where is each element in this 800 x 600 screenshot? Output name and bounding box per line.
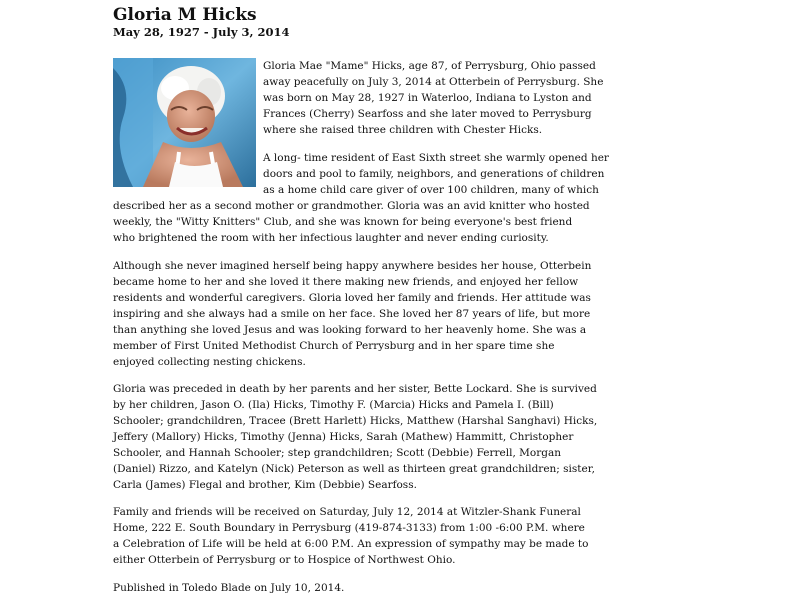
paragraph-3-line-3: residents and wonderful caregivers. Gloria loved her family and friends. Her attitude was <box>113 292 591 304</box>
portrait-photo-icon <box>113 58 256 187</box>
paragraph-2-line-4: described her as a second mother or grandmother. Gloria was an avid knitter who hosted <box>113 200 590 212</box>
paragraph-4-line-2: by her children, Jason O. (Ila) Hicks, Timothy F. (Marcia) Hicks and Pamela I. (Bill) <box>113 399 554 411</box>
paragraph-1-line-4: Frances (Cherry) Searfoss and she later moved to Perrysburg <box>263 108 592 120</box>
paragraph-4-line-1: Gloria was preceded in death by her parents and her sister, Bette Lockard. She is survived <box>113 383 597 395</box>
paragraph-2-line-2: doors and pool to family, neighbors, and generations of children <box>263 168 605 180</box>
obituary-dates: May 28, 1927 - July 3, 2014 <box>113 25 290 39</box>
paragraph-4-line-6: (Daniel) Rizzo, and Katelyn (Nick) Peterson as well as thirteen great grandchildren; sister, <box>113 463 595 475</box>
paragraph-3-line-6: member of First United Methodist Church of Perrysburg and in her spare time she <box>113 340 555 352</box>
paragraph-3-line-4: inspiring and she always had a smile on her face. She loved her 87 years of life, but more <box>113 308 591 320</box>
paragraph-5-line-1: Family and friends will be received on Saturday, July 12, 2014 at Witzler-Shank Funeral <box>113 506 581 518</box>
paragraph-3-line-5: than anything she loved Jesus and was looking forward to her heavenly home. She was a <box>113 324 587 336</box>
obituary-name: Gloria M Hicks <box>113 5 257 25</box>
paragraph-4-line-4: Jeffery (Mallory) Hicks, Timothy (Jenna) Hicks, Sarah (Mathew) Hammitt, Christopher <box>113 431 574 443</box>
paragraph-2-line-1: A long- time resident of East Sixth street she warmly opened her <box>263 152 609 164</box>
paragraph-2-line-3: as a home child care giver of over 100 children, many of which <box>263 184 599 196</box>
paragraph-1-line-5: where she raised three children with Chester Hicks. <box>263 124 543 136</box>
paragraph-2-line-6: who brightened the room with her infectious laughter and never ending curiosity. <box>113 232 549 244</box>
paragraph-3-line-1: Although she never imagined herself being happy anywhere besides her house, Otterbein <box>113 260 592 272</box>
paragraph-3-line-2: became home to her and she loved it there making new friends, and enjoyed her fellow <box>113 276 579 288</box>
paragraph-2-line-5: weekly, the "Witty Knitters" Club, and she was known for being everyone's best friend <box>113 216 573 228</box>
paragraph-1-line-1: Gloria Mae "Mame" Hicks, age 87, of Perrysburg, Ohio passed <box>263 60 596 72</box>
paragraph-3-line-7: enjoyed collecting nesting chickens. <box>113 356 306 368</box>
paragraph-5-line-3: a Celebration of Life will be held at 6:00 P.M. An expression of sympathy may be made to <box>113 538 589 550</box>
portrait-photo <box>113 58 256 187</box>
paragraph-6-line-1: Published in Toledo Blade on July 10, 2014. <box>113 582 345 594</box>
paragraph-4-line-5: Schooler, and Hannah Schooler; step grandchildren; Scott (Debbie) Ferrell, Morgan <box>113 447 561 459</box>
paragraph-4-line-3: Schooler; grandchildren, Tracee (Brett Harlett) Hicks, Matthew (Harshal Sanghavi) Hicks, <box>113 415 598 427</box>
paragraph-5-line-2: Home, 222 E. South Boundary in Perrysburg (419-874-3133) from 1:00 -6:00 P.M. where <box>113 522 585 534</box>
paragraph-1-line-2: away peacefully on July 3, 2014 at Otterbein of Perrysburg. She <box>263 76 604 88</box>
paragraph-4-line-7: Carla (James) Flegal and brother, Kim (Debbie) Searfoss. <box>113 479 417 491</box>
paragraph-1-line-3: was born on May 28, 1927 in Waterloo, Indiana to Lyston and <box>263 92 592 104</box>
paragraph-5-line-4: either Otterbein of Perrysburg or to Hospice of Northwest Ohio. <box>113 554 456 566</box>
